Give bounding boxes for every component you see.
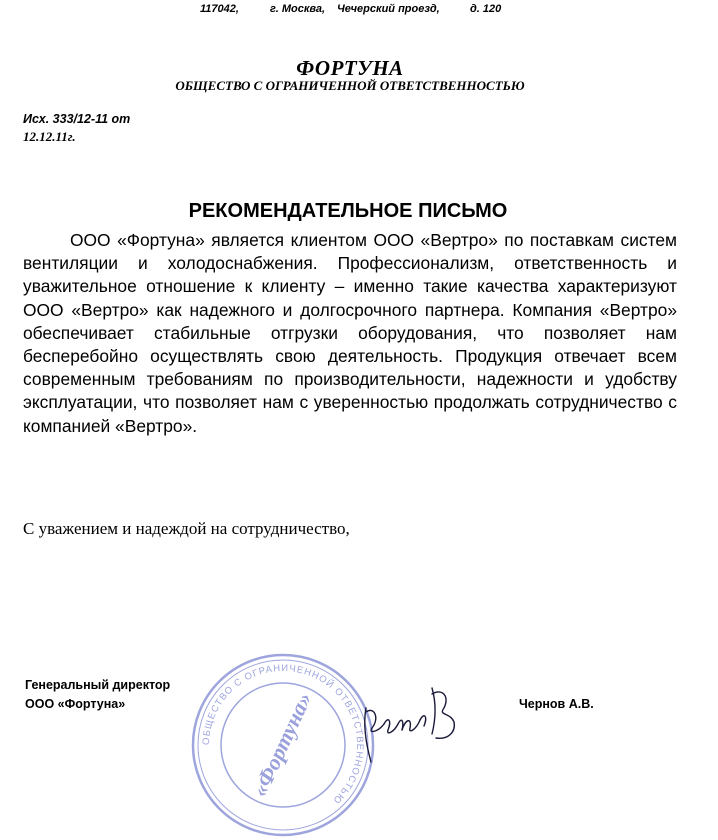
outgoing-number: Исх. 333/12-11 от xyxy=(23,112,131,126)
letter-body: ООО «Фортуна» является клиентом ООО «Вертро» по поставкам систем вентиляции и холодоснабжения. Профессионализм, ответственность и уважительное отношение к клиенту – именно такие качества характеризуют ООО «Вертро» как надежного и долгосрочного партнера. Компания «Вертро» обеспечивает стабильные отгрузки оборудования, что позволяет нам бесперебойно осуществлять свою деятельность. Продукция отвечает всем современным требованиям по производительности, надежности и удобству эксплуатации, что позволяет нам с уверенностью продолжать сотрудничество с компанией «Вертро». xyxy=(23,230,677,436)
signer-name: Чернов А.В. xyxy=(519,697,594,711)
letter-title: РЕКОМЕНДАТЕЛЬНОЕ ПИСЬМО xyxy=(188,200,508,222)
company-name: ФОРТУНА xyxy=(296,56,404,80)
address-postcode: 117042, xyxy=(200,3,239,15)
address-street: Чечерский проезд, xyxy=(337,3,440,15)
signer-organization: ООО «Фортуна» xyxy=(25,697,126,711)
handwritten-signature xyxy=(358,672,468,772)
address-house: д. 120 xyxy=(470,3,502,15)
address-city: г. Москва, xyxy=(270,3,326,15)
letter-closing: С уважением и надеждой на сотрудничество, xyxy=(23,519,350,538)
stamp-ring-text: ОБЩЕСТВО С ОГРАНИЧЕННОЙ ОТВЕТСТВЕННОСТЬЮ xyxy=(200,662,366,807)
stamp-center-text: «Фортуна» xyxy=(246,688,317,801)
outgoing-date: 12.12.11г. xyxy=(23,129,76,144)
company-stamp-seal xyxy=(188,650,378,840)
company-legal-form: ОБЩЕСТВО С ОГРАНИЧЕННОЙ ОТВЕТСТВЕННОСТЬЮ xyxy=(175,78,525,93)
signer-position: Генеральный директор xyxy=(25,678,171,692)
